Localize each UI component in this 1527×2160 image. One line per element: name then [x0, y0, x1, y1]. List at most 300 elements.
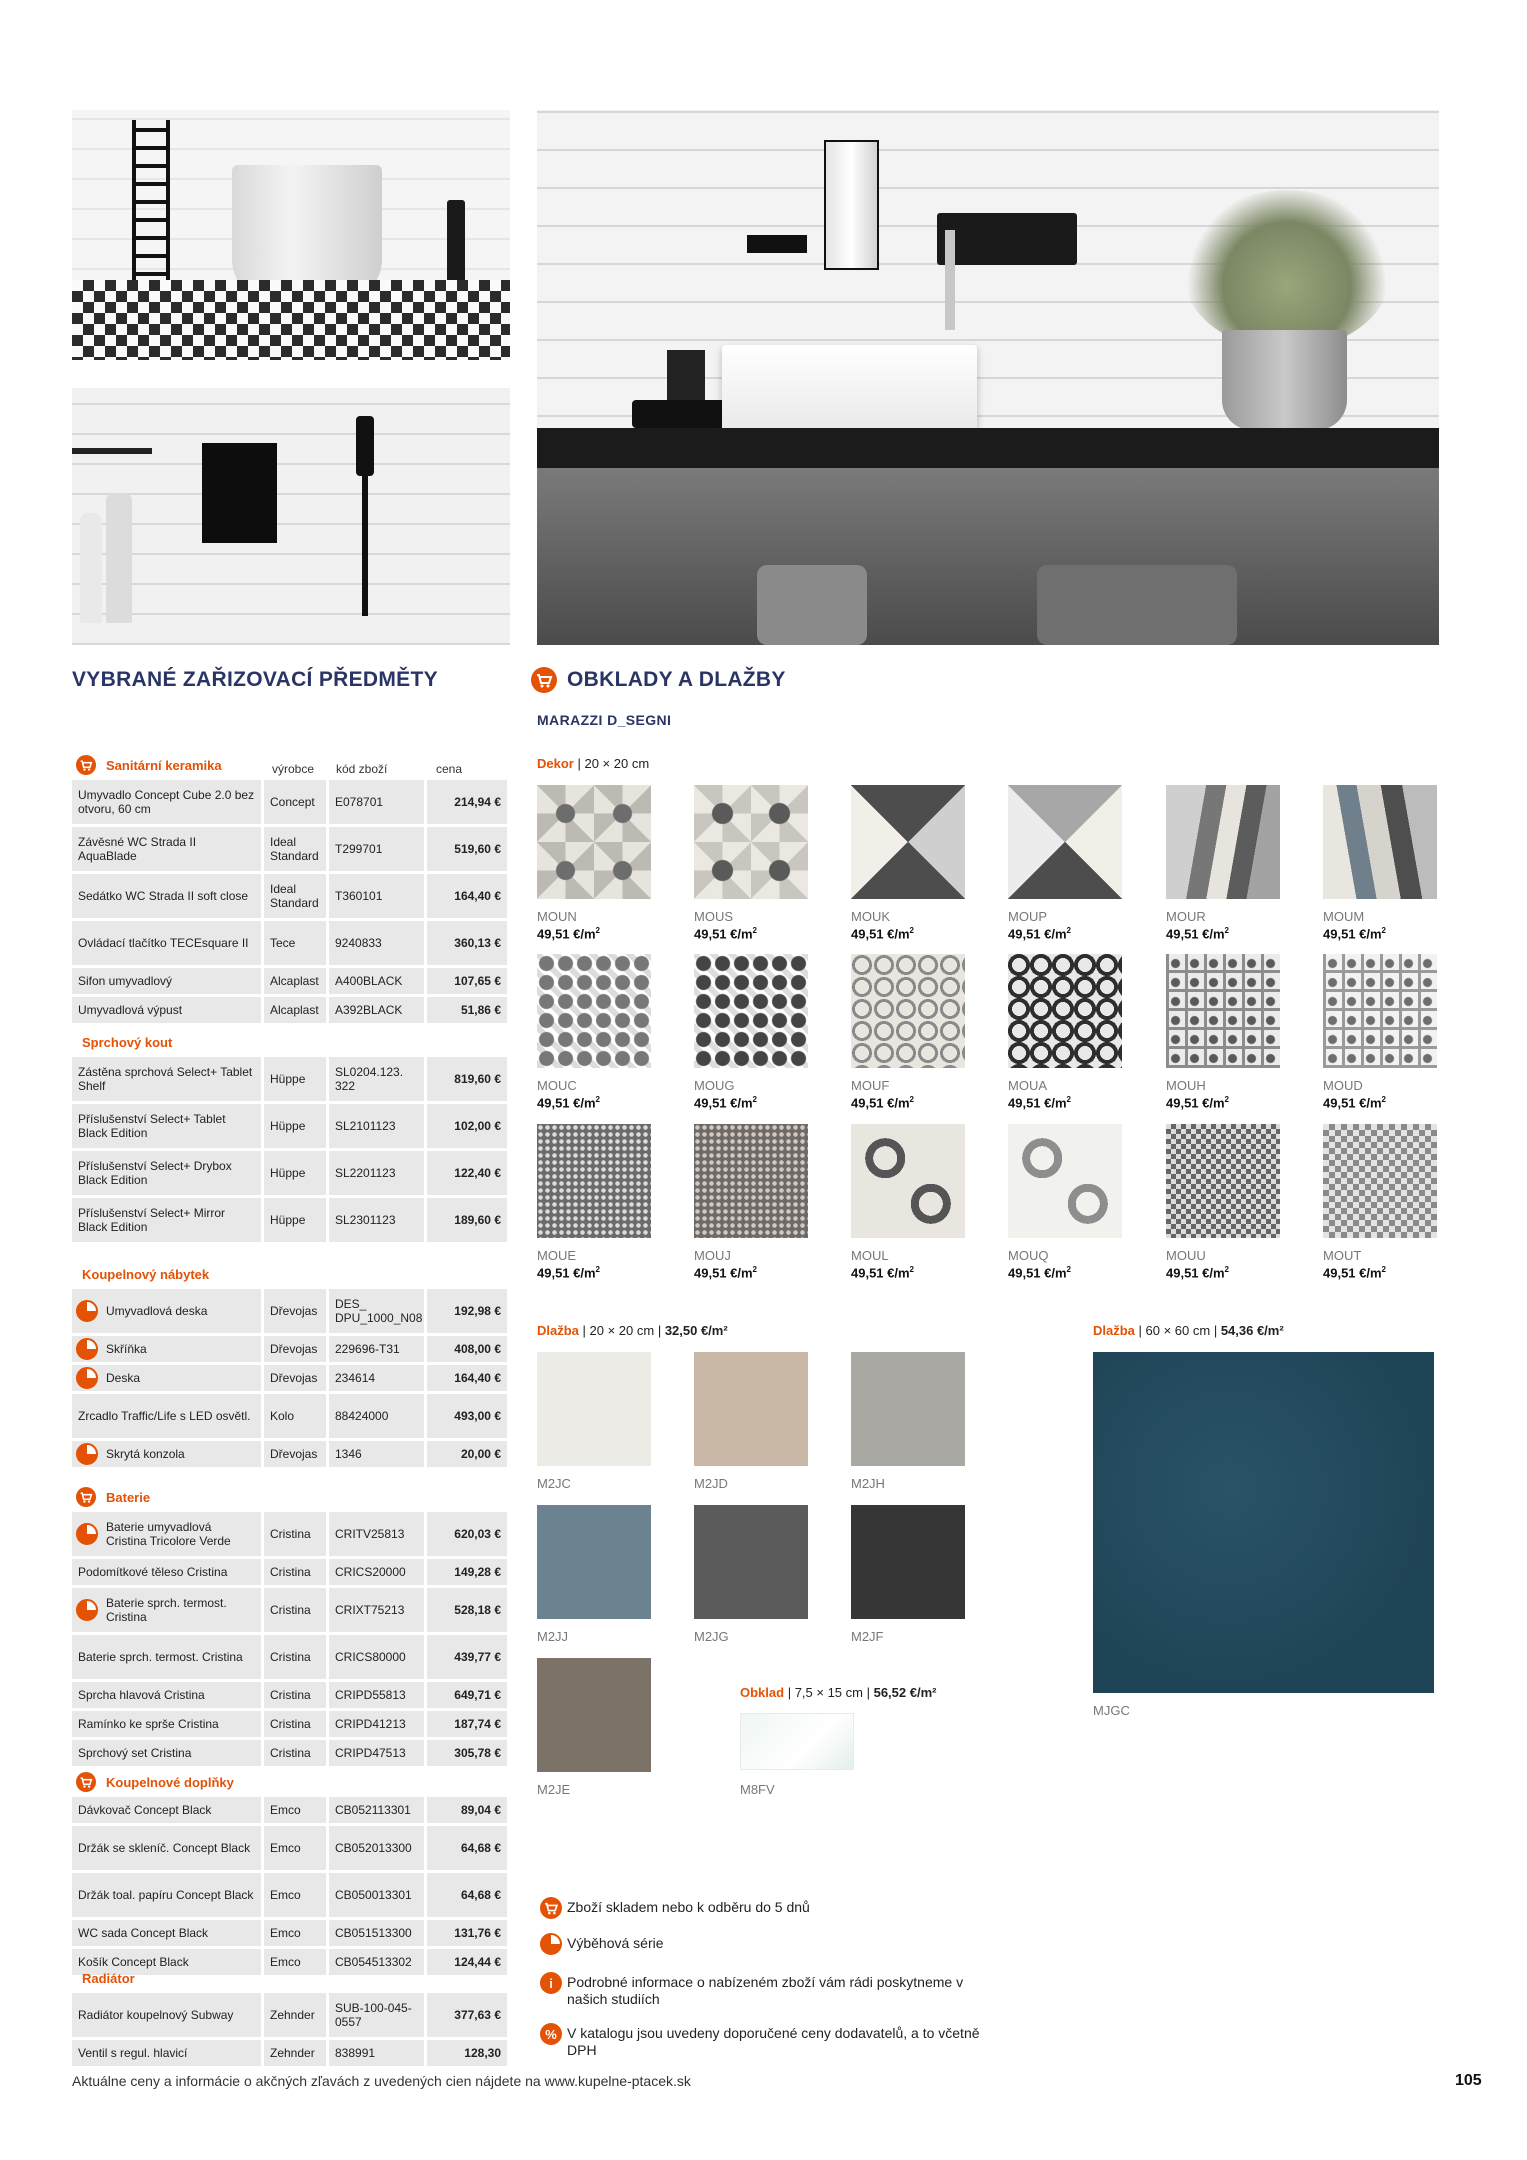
table-row [72, 1920, 510, 1946]
bottle [80, 513, 102, 623]
product-code: SL2201123 [329, 1151, 424, 1195]
section-title: Baterie [106, 1490, 151, 1505]
sink-photo [537, 110, 1439, 645]
tile-moun [537, 785, 651, 899]
tile-name: M2JG [694, 1629, 729, 1644]
manufacturer: Emco [264, 1920, 326, 1946]
tile-price: 49,51 $€/m^2$ [1166, 1095, 1229, 1111]
table-row [72, 1949, 510, 1975]
product-code: CRIPD55813 [329, 1682, 424, 1708]
product-name-text: Sprcha hlavová Cristina [78, 1688, 205, 1702]
legend-text: Zboží skladem nebo k odběru do 5 dnů [567, 1899, 810, 1915]
manufacturer: Tece [264, 921, 326, 965]
manufacturer: Hüppe [264, 1104, 326, 1148]
product-name [72, 1588, 261, 1632]
legend-text: Podrobné informace o nabízeném zboží vám rádi poskytneme v našich studiích [567, 1974, 964, 2007]
price: 408,00 € [427, 1336, 507, 1362]
tile-m2je [537, 1658, 651, 1772]
product-code: SUB-100-045- 0557 [329, 1993, 424, 2037]
tile-price: 49,51 $€/m^2$ [1008, 1095, 1071, 1111]
tile-moue [537, 1124, 651, 1238]
tile-name: MOUU [1166, 1248, 1206, 1263]
manufacturer: Zehnder [264, 1993, 326, 2037]
product-name [72, 1826, 261, 1870]
product-name-text: Baterie umyvadlová Cristina Tricolore Verde [106, 1520, 231, 1548]
product-code: CB052113301 [329, 1797, 424, 1823]
tile-price: 49,51 $€/m^2$ [537, 1265, 600, 1281]
price: 187,74 € [427, 1711, 507, 1737]
manufacturer: Concept [264, 780, 326, 824]
price: 620,03 € [427, 1512, 507, 1556]
product-name-text: Dávkovač Concept Black [78, 1803, 212, 1817]
product-code: CRITV25813 [329, 1512, 424, 1556]
tile-mjgc [1093, 1352, 1434, 1693]
product-name-text: Deska [106, 1371, 141, 1385]
price: 377,63 € [427, 1993, 507, 2037]
price: 149,28 € [427, 1559, 507, 1585]
obklad-label: Obklad | 7,5 × 15 cm | 56,52 €/m² [740, 1685, 937, 1700]
tile-mouh [1166, 954, 1280, 1068]
table-row [72, 1588, 510, 1632]
tile-moug [694, 954, 808, 1068]
product-name [72, 1394, 261, 1438]
tile-mouk [851, 785, 965, 899]
product-name-text: Sedátko WC Strada II soft close [78, 889, 249, 903]
product-name-text: Příslušenství Select+ Drybox Black Edition [78, 1159, 232, 1187]
tile-moud [1323, 954, 1437, 1068]
price: 89,04 € [427, 1797, 507, 1823]
price: 51,86 € [427, 997, 507, 1023]
manufacturer: Dřevojas [264, 1441, 326, 1467]
product-code: 9240833 [329, 921, 424, 965]
table-row [72, 1682, 510, 1708]
product-name [72, 827, 261, 871]
perfume-bottle [667, 350, 705, 400]
tile-price: 49,51 $€/m^2$ [851, 1095, 914, 1111]
table-row [72, 1873, 510, 1917]
tile-price: 49,51 $€/m^2$ [1166, 926, 1229, 942]
table-row [72, 1993, 510, 2037]
towel [757, 565, 867, 645]
tile-name: M2JD [694, 1476, 728, 1491]
manufacturer: Cristina [264, 1635, 326, 1679]
product-code: 234614 [329, 1365, 424, 1391]
shower-photo [72, 388, 510, 645]
product-code: CB052013300 [329, 1826, 424, 1870]
manufacturer: Alcaplast [264, 968, 326, 994]
half-circle-icon [76, 1443, 98, 1465]
manufacturer: Hüppe [264, 1057, 326, 1101]
tile-name: MOUR [1166, 909, 1206, 924]
tile-name: M2JF [851, 1629, 884, 1644]
manufacturer: Cristina [264, 1682, 326, 1708]
section-title: Koupelnové doplňky [106, 1775, 234, 1790]
table-row [72, 1635, 510, 1679]
tile-m2jh [851, 1352, 965, 1466]
tile-name: MOUD [1323, 1078, 1363, 1093]
price: 64,68 € [427, 1873, 507, 1917]
tile-price: 49,51 $€/m^2$ [1166, 1265, 1229, 1281]
manufacturer: Kolo [264, 1394, 326, 1438]
manufacturer: Cristina [264, 1588, 326, 1632]
percent-icon: % [540, 2023, 562, 2045]
column-header-vyrobce: výrobce [272, 762, 315, 776]
product-name [72, 968, 261, 994]
under-shelf [537, 468, 1439, 645]
tile-mouc [537, 954, 651, 1068]
tile-name: MOUM [1323, 909, 1365, 924]
shower-shelf [72, 448, 152, 454]
product-name-text: Příslušenství Select+ Mirror Black Edition [78, 1206, 226, 1234]
half-circle-icon [76, 1300, 98, 1322]
table-row [72, 1198, 510, 1242]
product-name [72, 1559, 261, 1585]
table-row [72, 1289, 510, 1333]
manufacturer: Dřevojas [264, 1365, 326, 1391]
manufacturer: Cristina [264, 1711, 326, 1737]
tile-moul [851, 1124, 965, 1238]
tile-name: MOUH [1166, 1078, 1206, 1093]
towel [1037, 565, 1237, 645]
half-circle-icon [540, 1933, 562, 1955]
price: 819,60 € [427, 1057, 507, 1101]
price: 128,30 [427, 2040, 507, 2066]
tile-name: M2JC [537, 1476, 571, 1491]
price: 164,40 € [427, 1365, 507, 1391]
manufacturer: Emco [264, 1949, 326, 1975]
section-title: Koupelnový nábytek [82, 1267, 210, 1282]
manufacturer: Cristina [264, 1512, 326, 1556]
shower-control-panel [202, 443, 277, 543]
table-row [72, 874, 510, 918]
product-name [72, 1289, 261, 1333]
product-name [72, 874, 261, 918]
product-code: T299701 [329, 827, 424, 871]
half-circle-icon [76, 1523, 98, 1545]
wall-faucet [937, 213, 1077, 265]
product-code: DES_ DPU_1000_N08 [329, 1289, 424, 1333]
product-name-text: Závěsné WC Strada II AquaBlade [78, 835, 197, 863]
manufacturer: Emco [264, 1873, 326, 1917]
product-code: CRICS80000 [329, 1635, 424, 1679]
tile-price: 49,51 $€/m^2$ [1008, 926, 1071, 942]
table-row [72, 1441, 510, 1467]
dekor-label: Dekor | 20 × 20 cm [537, 756, 650, 771]
section-title: Radiátor [82, 1971, 135, 1986]
table-row [72, 1512, 510, 1556]
table-row [72, 827, 510, 871]
table-row [72, 1711, 510, 1737]
product-code: 88424000 [329, 1394, 424, 1438]
product-name-text: Skrytá konzola [106, 1447, 185, 1461]
tile-name: M2JJ [537, 1629, 569, 1644]
product-name-text: WC sada Concept Black [78, 1926, 209, 1940]
tile-name: MOUJ [694, 1248, 731, 1263]
tile-price: 49,51 $€/m^2$ [1323, 926, 1386, 942]
product-name-text: Košík Concept Black [78, 1955, 189, 1969]
product-name-text: Sprchový set Cristina [78, 1746, 192, 1760]
table-row [72, 921, 510, 965]
price: 214,94 € [427, 780, 507, 824]
price: 439,77 € [427, 1635, 507, 1679]
product-name-text: Umyvadlo Concept Cube 2.0 bez otvoru, 60 cm [78, 788, 255, 816]
price: 64,68 € [427, 1826, 507, 1870]
tile-name: M8FV [740, 1782, 775, 1797]
cart-icon [531, 667, 557, 693]
product-name [72, 1682, 261, 1708]
price: 189,60 € [427, 1198, 507, 1242]
table-row [72, 1797, 510, 1823]
tile-name: M2JE [537, 1782, 571, 1797]
price: 107,65 € [427, 968, 507, 994]
section-title: Sprchový kout [82, 1035, 173, 1050]
table-row [72, 1151, 510, 1195]
price: 164,40 € [427, 874, 507, 918]
tile-m2jf [851, 1505, 965, 1619]
tile-name: MOUQ [1008, 1248, 1049, 1263]
product-name [72, 1441, 261, 1467]
tile-moup [1008, 785, 1122, 899]
column-header-cena: cena [436, 762, 463, 776]
tile-moua [1008, 954, 1122, 1068]
manufacturer: Alcaplast [264, 997, 326, 1023]
product-name-text: Baterie sprch. termost. Cristina [78, 1650, 243, 1664]
faucet-spout [945, 230, 955, 330]
table-row [72, 1826, 510, 1870]
tile-price: 49,51 $€/m^2$ [1008, 1265, 1071, 1281]
tile-mous [694, 785, 808, 899]
manufacturer: Dřevojas [264, 1336, 326, 1362]
product-code: E078701 [329, 780, 424, 824]
product-name-text: Skříňka [106, 1342, 147, 1356]
info-icon: i [540, 1972, 562, 1994]
tile-name: MJGC [1093, 1703, 1130, 1718]
tile-price: 49,51 $€/m^2$ [851, 1265, 914, 1281]
right-heading: OBKLADY A DLAŽBY [567, 668, 786, 691]
table-row [72, 1740, 510, 1766]
product-name-text: Umyvadlová deska [106, 1304, 208, 1318]
soap-holder [747, 235, 807, 253]
product-code: CB050013301 [329, 1873, 424, 1917]
product-name [72, 1993, 261, 2037]
price: 528,18 € [427, 1588, 507, 1632]
dlazba-small-label: Dlažba | 20 × 20 cm | 32,50 €/m² [537, 1323, 728, 1338]
table-row [72, 1336, 510, 1362]
price: 122,40 € [427, 1151, 507, 1195]
tile-name: MOUE [537, 1248, 576, 1263]
product-name-text: Podomítkové těleso Cristina [78, 1565, 228, 1579]
tile-price: 49,51 $€/m^2$ [1323, 1095, 1386, 1111]
toilet-photo [72, 110, 510, 360]
soap-dispenser [824, 140, 879, 270]
product-name-text: Ramínko ke sprše Cristina [78, 1717, 219, 1731]
towel-rack [132, 120, 170, 290]
tile-name: MOUL [851, 1248, 889, 1263]
product-code: 838991 [329, 2040, 424, 2066]
product-code: 1346 [329, 1441, 424, 1467]
tile-mouu [1166, 1124, 1280, 1238]
tile-mouj [694, 1124, 808, 1238]
product-name-text: Umyvadlová výpust [78, 1003, 183, 1017]
section-title: Sanitární keramika [106, 758, 222, 773]
manufacturer: Dřevojas [264, 1289, 326, 1333]
product-name [72, 997, 261, 1023]
product-name [72, 1198, 261, 1242]
cart-icon [76, 755, 96, 775]
tile-m2jj [537, 1505, 651, 1619]
footer-note: Aktuálne ceny a informácie o akčných zľavách z uvedených cien nájdete na www.kupelne-ptacek.sk [72, 2073, 691, 2089]
table-row [72, 997, 510, 1023]
product-name [72, 1336, 261, 1362]
product-code: CRIPD47513 [329, 1740, 424, 1766]
product-code: SL0204.123. 322 [329, 1057, 424, 1101]
product-name-text: Ovládací tlačítko TECEsquare II [78, 936, 249, 950]
product-code: CRICS20000 [329, 1559, 424, 1585]
product-name [72, 1104, 261, 1148]
half-circle-icon [76, 1599, 98, 1621]
table-row [72, 1394, 510, 1438]
tile-mouf [851, 954, 965, 1068]
plant [1182, 190, 1392, 350]
tile-name: MOUS [694, 909, 733, 924]
price: 131,76 € [427, 1920, 507, 1946]
tile-price: 49,51 $€/m^2$ [694, 926, 757, 942]
product-code: A392BLACK [329, 997, 424, 1023]
tile-price: 49,51 $€/m^2$ [1323, 1265, 1386, 1281]
product-name [72, 780, 261, 824]
product-name-text: Ventil s regul. hlavicí [78, 2046, 188, 2060]
product-code: T360101 [329, 874, 424, 918]
table-row [72, 780, 510, 824]
tile-price: 49,51 $€/m^2$ [537, 926, 600, 942]
product-name [72, 1740, 261, 1766]
manufacturer: Ideal Standard [264, 874, 326, 918]
table-row [72, 1057, 510, 1101]
manufacturer: Cristina [264, 1559, 326, 1585]
price: 20,00 € [427, 1441, 507, 1467]
half-circle-icon [76, 1338, 98, 1360]
product-name-text: Baterie sprch. termost. Cristina [106, 1596, 227, 1624]
manufacturer: Ideal Standard [264, 827, 326, 871]
product-name [72, 1711, 261, 1737]
tile-mout [1323, 1124, 1437, 1238]
tile-m2jc [537, 1352, 651, 1466]
product-code: A400BLACK [329, 968, 424, 994]
price: 493,00 € [427, 1394, 507, 1438]
legend-text: Výběhová série [567, 1935, 664, 1951]
tile-name: MOUF [851, 1078, 890, 1093]
tile-price: 49,51 $€/m^2$ [694, 1265, 757, 1281]
tile-name: MOUC [537, 1078, 577, 1093]
tile-m8fv [740, 1713, 854, 1770]
product-name [72, 1057, 261, 1101]
price: 649,71 € [427, 1682, 507, 1708]
price: 360,13 € [427, 921, 507, 965]
tile-m2jg [694, 1505, 808, 1619]
product-code: SL2101123 [329, 1104, 424, 1148]
manufacturer: Emco [264, 1797, 326, 1823]
tile-name: MOUK [851, 909, 890, 924]
price: 305,78 € [427, 1740, 507, 1766]
product-name [72, 2040, 261, 2066]
cart-icon [540, 1897, 562, 1919]
product-name-text: Zástěna sprchová Select+ Tablet Shelf [78, 1065, 253, 1093]
manufacturer: Zehnder [264, 2040, 326, 2066]
manufacturer: Emco [264, 1826, 326, 1870]
product-name [72, 1151, 261, 1195]
product-name-text: Příslušenství Select+ Tablet Black Edition [78, 1112, 226, 1140]
tile-mour [1166, 785, 1280, 899]
tile-price: 49,51 $€/m^2$ [537, 1095, 600, 1111]
table-row [72, 1559, 510, 1585]
product-code: CRIPD41213 [329, 1711, 424, 1737]
tile-name: M2JH [851, 1476, 885, 1491]
table-row [72, 1104, 510, 1148]
product-name [72, 1365, 261, 1391]
tile-name: MOUP [1008, 909, 1047, 924]
product-name-text: Sifon umyvadlový [78, 974, 173, 988]
brand-name: MARAZZI D_SEGNI [537, 712, 672, 728]
left-heading: VYBRANÉ ZAŘIZOVACÍ PŘEDMĚTY [72, 668, 438, 691]
price: 124,44 € [427, 1949, 507, 1975]
counter-top [537, 428, 1439, 468]
tile-m2jd [694, 1352, 808, 1466]
product-name [72, 1635, 261, 1679]
manufacturer: Cristina [264, 1740, 326, 1766]
column-header-kod: kód zboží [336, 762, 388, 776]
price: 192,98 € [427, 1289, 507, 1333]
price: 519,60 € [427, 827, 507, 871]
price: 102,00 € [427, 1104, 507, 1148]
product-name [72, 1873, 261, 1917]
table-row [72, 968, 510, 994]
product-code: CB054513302 [329, 1949, 424, 1975]
tile-moum [1323, 785, 1437, 899]
cart-icon [76, 1487, 96, 1507]
half-circle-icon [76, 1367, 98, 1389]
tile-name: MOUA [1008, 1078, 1047, 1093]
manufacturer: Hüppe [264, 1151, 326, 1195]
bottle [106, 493, 132, 623]
manufacturer: Hüppe [264, 1198, 326, 1242]
page-number: 105 [1455, 2072, 1482, 2089]
product-name-text: Držák se skleníč. Concept Black [78, 1841, 251, 1855]
table-row [72, 2040, 510, 2066]
tile-name: MOUG [694, 1078, 735, 1093]
product-name-text: Držák toal. papíru Concept Black [78, 1888, 254, 1902]
legend-text: V katalogu jsou uvedeny doporučené ceny dodavatelů, a to včetně DPH [567, 2025, 980, 2058]
tile-price: 49,51 $€/m^2$ [694, 1095, 757, 1111]
product-name [72, 1512, 261, 1556]
dlazba-big-label: Dlažba | 60 × 60 cm | 54,36 €/m² [1093, 1323, 1284, 1338]
hand-shower [356, 416, 374, 476]
product-code: SL2301123 [329, 1198, 424, 1242]
tile-name: MOUN [537, 909, 577, 924]
plant-pot [1222, 330, 1347, 430]
tile-mouq [1008, 1124, 1122, 1238]
patterned-floor [72, 280, 510, 360]
product-name [72, 1797, 261, 1823]
product-name [72, 1920, 261, 1946]
product-name [72, 921, 261, 965]
cart-icon [76, 1772, 96, 1792]
table-row [72, 1365, 510, 1391]
product-code: CB051513300 [329, 1920, 424, 1946]
product-code: 229696-T31 [329, 1336, 424, 1362]
tile-name: MOUT [1323, 1248, 1362, 1263]
product-name-text: Zrcadlo Traffic/Life s LED osvětl. [78, 1409, 251, 1423]
tile-price: 49,51 $€/m^2$ [851, 926, 914, 942]
